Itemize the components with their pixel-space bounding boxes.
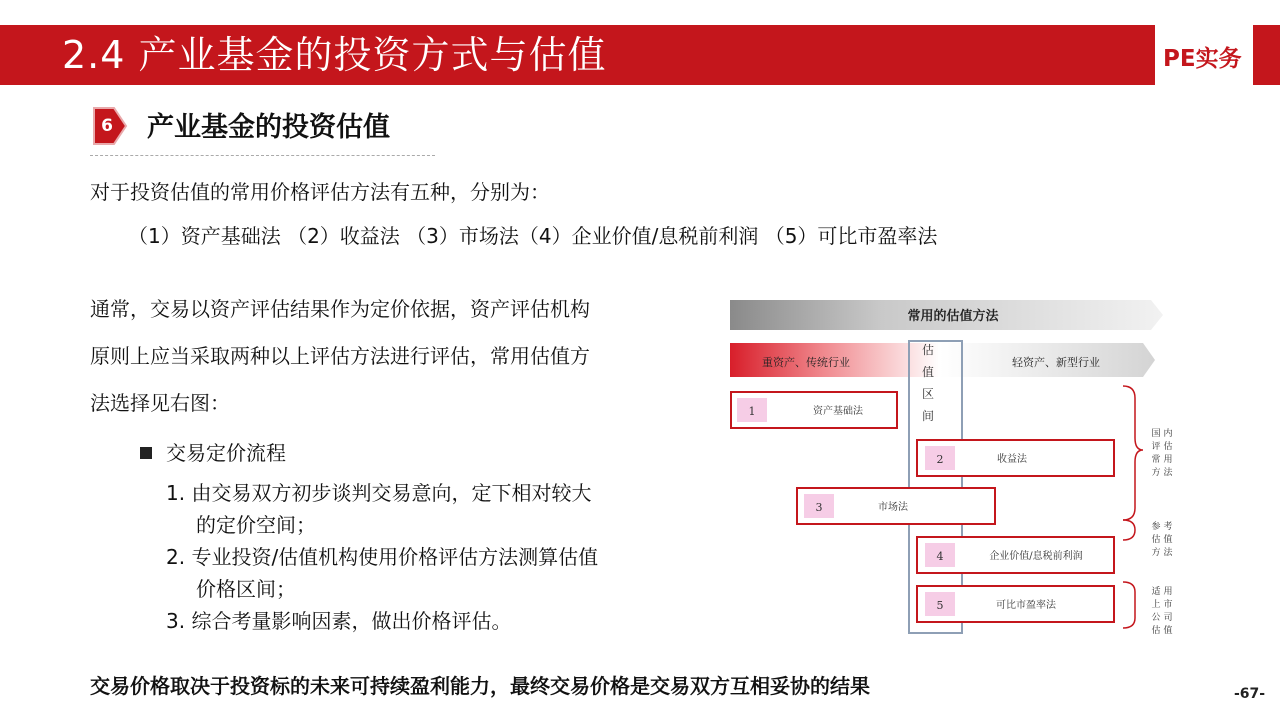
svg-text:用: 用 <box>1163 587 1173 597</box>
step-line: 的定价空间； <box>196 513 316 537</box>
paragraph-line: 通常，交易以资产评估结果作为定价依据，资产评估机构 <box>90 297 590 321</box>
method-box <box>917 537 1114 573</box>
method-number: 2 <box>936 453 944 466</box>
method-number: 3 <box>815 501 823 514</box>
brand-logo: PE实务 <box>1163 46 1242 72</box>
svg-text:法: 法 <box>1163 548 1173 558</box>
svg-text:方: 方 <box>1151 548 1161 558</box>
method-name: 资产基础法 <box>813 406 863 417</box>
svg-text:内: 内 <box>1163 429 1173 439</box>
heavy-asset-label: 重资产、传统行业 <box>762 356 850 369</box>
pricing-paragraph <box>90 286 700 427</box>
section-divider <box>90 155 435 156</box>
svg-text:方: 方 <box>1151 468 1161 478</box>
method-name: 企业价值/息税前利润 <box>989 551 1083 562</box>
bracket-label-reference <box>1151 520 1173 558</box>
paragraph-line: 法选择见右图： <box>90 391 230 415</box>
method-box <box>797 488 995 524</box>
bracket-label-listed <box>1151 585 1172 636</box>
method-box <box>731 392 897 428</box>
svg-text:估: 估 <box>1151 535 1161 545</box>
method-name: 收益法 <box>997 454 1027 465</box>
diagram-title-arrow <box>730 300 1163 330</box>
page-number: -67- <box>1234 686 1266 702</box>
process-steps <box>166 477 598 637</box>
interval-label-char: 间 <box>922 409 935 423</box>
svg-text:参: 参 <box>1151 522 1161 532</box>
bullet-label: 交易定价流程 <box>166 441 286 465</box>
bracket-domestic <box>1123 386 1143 520</box>
conclusion-text: 交易价格取决于投资标的未来可持续盈利能力，最终交易价格是交易双方互相妥协的结果 <box>90 674 870 698</box>
diagram-title: 常用的估值方法 <box>907 309 999 324</box>
svg-text:适: 适 <box>1151 587 1161 597</box>
section-number: 6 <box>101 116 113 136</box>
step-line: 1. 由交易双方初步谈判交易意向，定下相对较大 <box>166 481 592 505</box>
method-name: 市场法 <box>878 502 908 513</box>
bullet-item <box>140 436 286 470</box>
svg-text:市: 市 <box>1163 600 1173 610</box>
intro-text: 对于投资估值的常用价格评估方法有五种，分别为： <box>90 180 550 204</box>
step-line: 2. 专业投资/估值机构使用价格评估方法测算估值 <box>166 545 599 569</box>
bracket-listed <box>1123 582 1135 628</box>
svg-text:用: 用 <box>1163 455 1173 465</box>
industry-spectrum-bar <box>730 343 1155 377</box>
svg-text:上: 上 <box>1151 600 1161 610</box>
interval-label-char: 估 <box>922 343 935 357</box>
valuation-methods-diagram <box>718 288 1180 650</box>
slide-title: 2.4 产业基金的投资方式与估值 <box>62 33 607 77</box>
bullet-square-icon <box>140 447 152 459</box>
method-number: 1 <box>748 405 756 418</box>
svg-text:常: 常 <box>1151 455 1161 465</box>
svg-text:值: 值 <box>1163 535 1173 545</box>
interval-label-char: 值 <box>922 365 935 379</box>
bracket-reference <box>1123 520 1135 540</box>
header-bar-end <box>1253 25 1280 85</box>
svg-text:公: 公 <box>1151 613 1161 623</box>
light-asset-label: 轻资产、新型行业 <box>1012 356 1100 369</box>
method-number: 5 <box>936 599 944 612</box>
svg-text:法: 法 <box>1163 468 1173 478</box>
svg-text:国: 国 <box>1151 429 1161 439</box>
step-line: 价格区间； <box>196 577 296 601</box>
method-box <box>917 440 1114 476</box>
svg-text:司: 司 <box>1163 613 1173 623</box>
bracket-label-domestic <box>1151 427 1173 478</box>
section-heading: 产业基金的投资估值 <box>147 112 390 143</box>
method-number: 4 <box>936 550 944 563</box>
step-line: 3. 综合考量影响因素，做出价格评估。 <box>166 609 512 633</box>
svg-text:值: 值 <box>1163 626 1173 636</box>
svg-text:估: 估 <box>1151 626 1161 636</box>
svg-text:估: 估 <box>1163 442 1173 452</box>
method-name: 可比市盈率法 <box>996 600 1056 611</box>
paragraph-line: 原则上应当采取两种以上评估方法进行评估，常用估值方 <box>90 344 590 368</box>
svg-text:考: 考 <box>1163 522 1173 532</box>
svg-text:评: 评 <box>1151 442 1161 452</box>
method-box <box>917 586 1114 622</box>
interval-label-char: 区 <box>922 387 935 401</box>
methods-list-text: （1）资产基础法 （2）收益法 （3）市场法（4）企业价值/息税前利润 （5）可比市盈率法 <box>128 224 938 248</box>
